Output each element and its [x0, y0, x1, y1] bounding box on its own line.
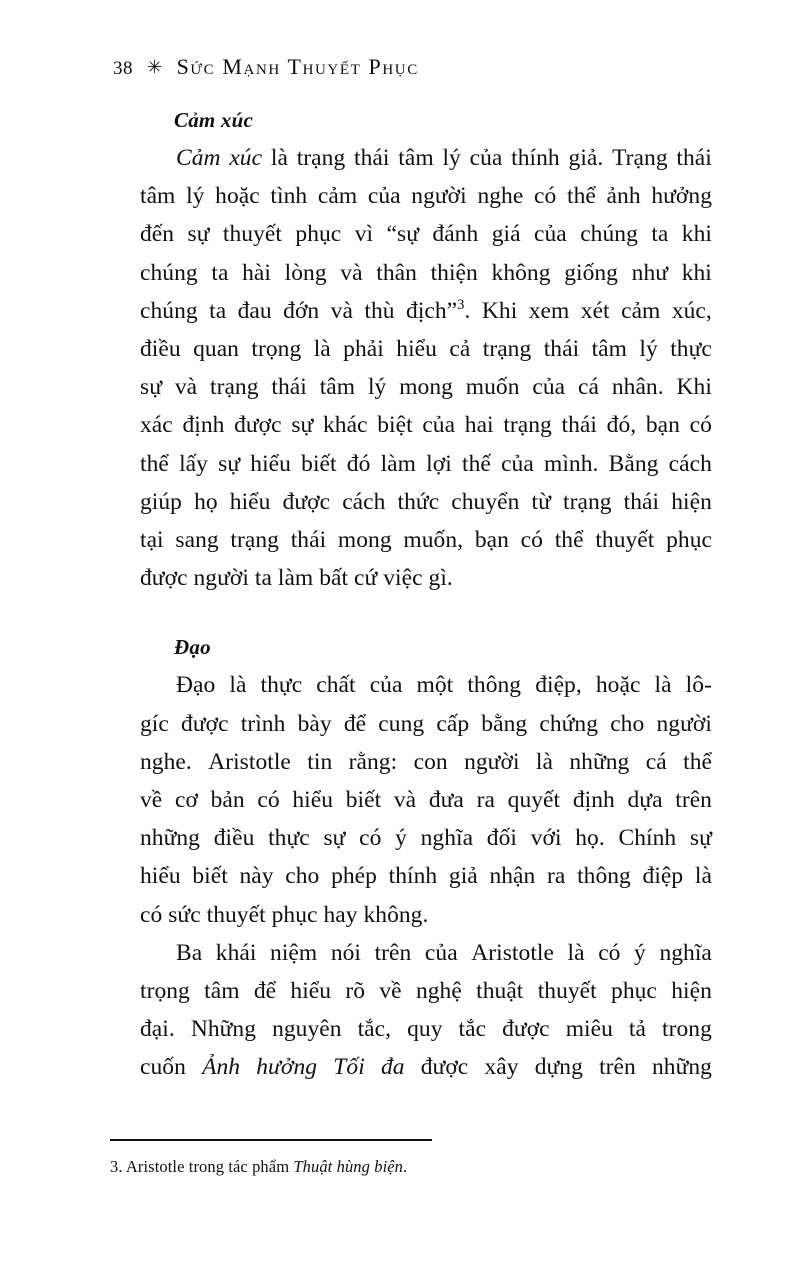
text-line: trọng tâm để hiểu rõ về nghệ thuật thuyết phục hiện — [140, 978, 712, 1005]
footnote-text — [110, 1155, 682, 1179]
text-line: nghe. Aristotle tin rằng: con người là những cá thể — [140, 748, 712, 775]
section-heading: Đạo — [174, 635, 211, 660]
text-line: đến sự thuyết phục vì “sự đánh giá của chúng ta khi — [140, 221, 712, 248]
text-line: Cảm xúc là trạng thái tâm lý của thính giả. Trạng thái — [176, 145, 712, 171]
section-heading: Cảm xúc — [174, 108, 253, 132]
text-line: giúp họ hiểu được cách thức chuyển từ trạng thái hiện — [140, 488, 712, 515]
page-folio-number: 38 — [113, 58, 133, 79]
text-line: đại. Những nguyên tắc, quy tắc được miêu tả trong — [140, 1016, 712, 1043]
running-head — [113, 54, 419, 80]
paragraph — [140, 139, 712, 597]
text-line: cuốn Ảnh hưởng Tối đa được xây dựng trên những — [140, 1054, 712, 1081]
text-line: có sức thuyết phục hay không. — [140, 901, 429, 928]
footnote-area — [110, 1139, 682, 1179]
text-line: tâm lý hoặc tình cảm của người nghe có thể ảnh hưởng — [140, 183, 712, 210]
text-line: thể lấy sự hiểu biết đó làm lợi thế của mình. Bằng cách — [140, 450, 712, 477]
text-line: Ba khái niệm nói trên của Aristotle là có ý nghĩa — [176, 939, 712, 966]
footnote-rule — [110, 1139, 432, 1141]
text-line: Đạo là thực chất của một thông điệp, hoặc là lô- — [176, 672, 712, 699]
text-line: điều quan trọng là phải hiểu cả trạng thái tâm lý thực — [140, 336, 712, 363]
text-line: sự và trạng thái tâm lý mong muốn của cá nhân. Khi — [140, 374, 712, 401]
paragraph — [140, 666, 712, 933]
footnote-marker: 3. — [110, 1157, 123, 1176]
text-line: gíc được trình bày để cung cấp bằng chứng cho người — [140, 710, 712, 737]
text-line: xác định được sự khác biệt của hai trạng thái đó, bạn có — [140, 412, 712, 439]
body-text-block — [140, 108, 712, 1087]
text-line: chúng ta đau đớn và thù địch”$^3$. Khi xem xét cảm xúc, — [140, 296, 712, 324]
running-head-title: Sức Mạnh Thuyết Phục — [176, 54, 419, 79]
paragraph — [140, 934, 712, 1087]
text-line: tại sang trạng thái mong muốn, bạn có thể thuyết phục — [140, 527, 712, 554]
text-line: những điều thực sự có ý nghĩa đối với họ. Chính sự — [140, 825, 712, 852]
footnote-work-title: Thuật hùng biện — [293, 1157, 404, 1176]
text-line: về cơ bản có hiểu biết và đưa ra quyết định dựa trên — [140, 787, 712, 814]
footnote-text-before: Aristotle trong tác phẩm — [122, 1157, 294, 1176]
text-line: chúng ta hài lòng và thân thiện không giống như khi — [140, 259, 712, 286]
footnote-text-after: . — [403, 1157, 408, 1176]
asterisk-separator-icon: ✳ — [147, 57, 163, 77]
text-line: được người ta làm bất cứ việc gì. — [140, 565, 453, 592]
text-line: hiểu biết này cho phép thính giả nhận ra thông điệp là — [140, 863, 712, 890]
